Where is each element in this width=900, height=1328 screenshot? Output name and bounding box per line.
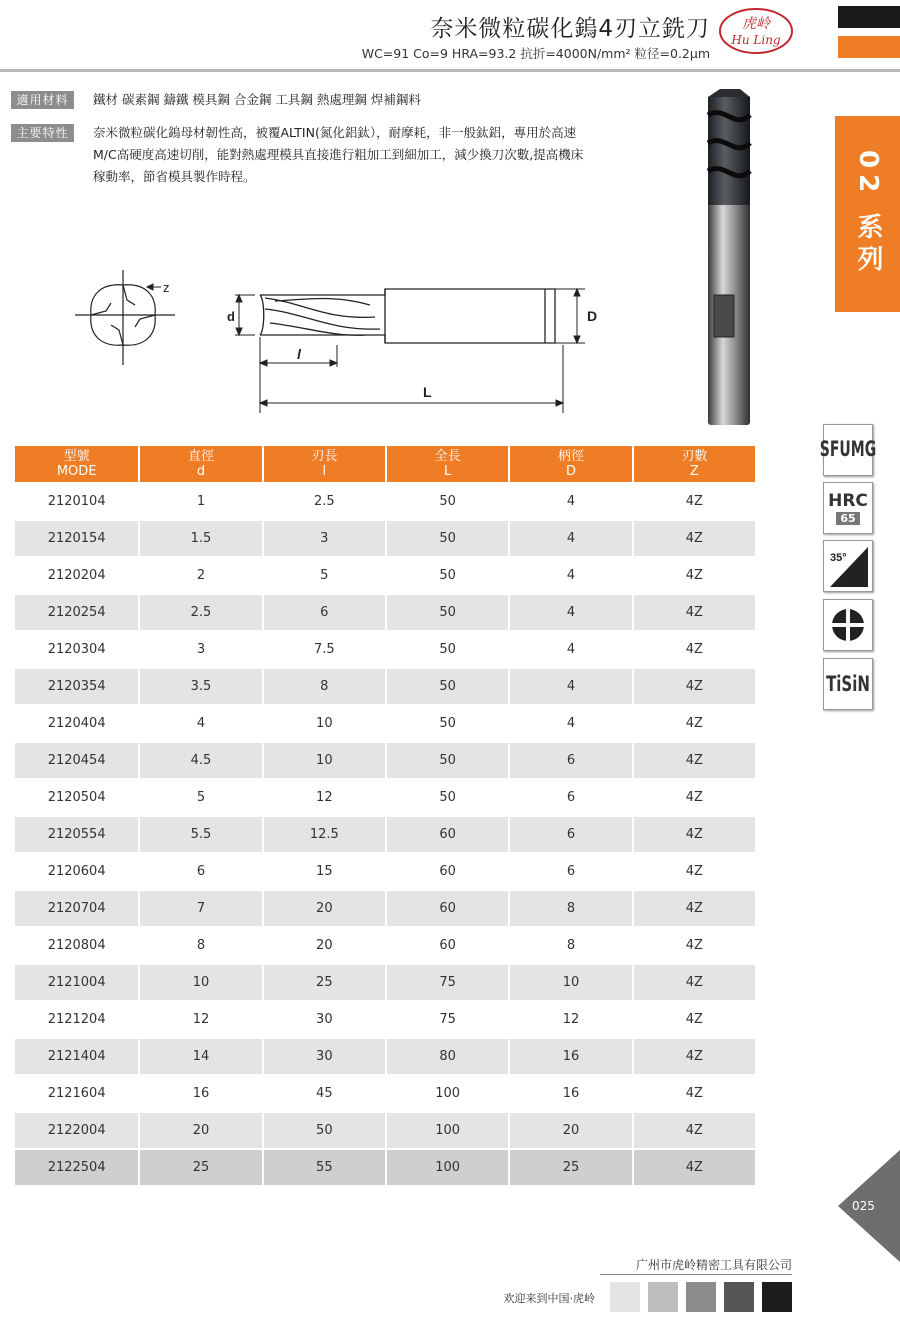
swatch-2 — [648, 1282, 678, 1312]
table-row — [15, 519, 755, 556]
tisin-coating-icon — [823, 658, 873, 710]
cell-shank-diameter: 20 — [508, 1111, 631, 1148]
table-row — [15, 704, 755, 741]
cell-flute-length: 55 — [262, 1148, 385, 1185]
table-row — [15, 1000, 755, 1037]
cell-flutes: 4Z — [632, 1148, 755, 1185]
cell-flute-length: 7.5 — [262, 630, 385, 667]
label-l: l — [297, 346, 301, 362]
cell-mode: 2120804 — [15, 926, 138, 963]
page-subtitle: WC=91 Co=9 HRA=93.2 抗折=4000N/mm² 粒径=0.2μm — [361, 46, 710, 61]
cell-mode: 2120554 — [15, 815, 138, 852]
cell-mode: 2120704 — [15, 889, 138, 926]
cell-shank-diameter: 6 — [508, 815, 631, 852]
hrc-value: 65 — [836, 512, 859, 525]
end-mill-photo — [700, 85, 760, 430]
page-number: 025 — [852, 1199, 875, 1213]
cell-diameter: 25 — [138, 1148, 261, 1185]
cell-flute-length: 20 — [262, 926, 385, 963]
cell-overall-length: 50 — [385, 519, 508, 556]
header-overall-length — [385, 446, 508, 482]
cell-flutes: 4Z — [632, 556, 755, 593]
cell-flute-length: 8 — [262, 667, 385, 704]
table-row — [15, 852, 755, 889]
cell-flute-length: 50 — [262, 1111, 385, 1148]
cell-overall-length: 50 — [385, 741, 508, 778]
cell-overall-length: 100 — [385, 1148, 508, 1185]
cell-flutes: 4Z — [632, 926, 755, 963]
cell-shank-diameter: 4 — [508, 667, 631, 704]
brand-logo — [718, 6, 794, 56]
cell-flute-length: 12 — [262, 778, 385, 815]
cell-diameter: 8 — [138, 926, 261, 963]
table-row — [15, 963, 755, 1000]
cell-flutes: 4Z — [632, 1074, 755, 1111]
cell-overall-length: 50 — [385, 778, 508, 815]
cell-overall-length: 50 — [385, 593, 508, 630]
cell-shank-diameter: 4 — [508, 630, 631, 667]
cell-overall-length: 60 — [385, 852, 508, 889]
cell-mode: 2121004 — [15, 963, 138, 1000]
cell-flutes: 4Z — [632, 1111, 755, 1148]
footer-divider — [600, 1274, 792, 1275]
label-d: d — [227, 309, 235, 324]
cell-diameter: 20 — [138, 1111, 261, 1148]
cell-shank-diameter: 4 — [508, 593, 631, 630]
table-row — [15, 1037, 755, 1074]
cell-flutes: 4Z — [632, 482, 755, 519]
header-cn: 全長 — [434, 449, 461, 464]
sfumg-label: SFUMG — [819, 438, 877, 462]
cell-diameter: 1.5 — [138, 519, 261, 556]
cell-mode: 2120204 — [15, 556, 138, 593]
cell-overall-length: 60 — [385, 815, 508, 852]
swatch-4 — [724, 1282, 754, 1312]
cell-flute-length: 30 — [262, 1037, 385, 1074]
cell-diameter: 7 — [138, 889, 261, 926]
cell-shank-diameter: 4 — [508, 704, 631, 741]
cell-shank-diameter: 8 — [508, 926, 631, 963]
cell-flute-length: 45 — [262, 1074, 385, 1111]
header-flutes — [632, 446, 755, 482]
cell-overall-length: 50 — [385, 704, 508, 741]
cell-shank-diameter: 6 — [508, 778, 631, 815]
cell-diameter: 3.5 — [138, 667, 261, 704]
swatch-3 — [686, 1282, 716, 1312]
cell-diameter: 12 — [138, 1000, 261, 1037]
spec-table — [15, 446, 755, 1185]
features-line-3: 稼動率，節省模具製作時程。 — [93, 169, 256, 184]
hrc-icon — [823, 482, 873, 534]
header-divider — [0, 69, 900, 72]
header-shank-diameter — [508, 446, 631, 482]
cell-shank-diameter: 16 — [508, 1037, 631, 1074]
cell-flutes: 4Z — [632, 852, 755, 889]
cell-flute-length: 20 — [262, 889, 385, 926]
table-row — [15, 1074, 755, 1111]
table-row — [15, 1148, 755, 1185]
cell-diameter: 5 — [138, 778, 261, 815]
cell-diameter: 14 — [138, 1037, 261, 1074]
table-row — [15, 630, 755, 667]
cell-overall-length: 50 — [385, 667, 508, 704]
header-cn: 刃數 — [681, 449, 708, 464]
cell-flutes: 4Z — [632, 519, 755, 556]
cell-diameter: 16 — [138, 1074, 261, 1111]
logo-cn-text: 虎岭 — [742, 16, 770, 32]
table-row — [15, 815, 755, 852]
table-row — [15, 926, 755, 963]
header-diameter — [138, 446, 261, 482]
table-row — [15, 482, 755, 519]
cell-overall-length: 75 — [385, 1000, 508, 1037]
cell-flute-length: 10 — [262, 741, 385, 778]
cell-shank-diameter: 4 — [508, 519, 631, 556]
sfumg-icon — [819, 424, 877, 476]
cell-diameter: 2.5 — [138, 593, 261, 630]
cell-diameter: 5.5 — [138, 815, 261, 852]
cell-flute-length: 6 — [262, 593, 385, 630]
cell-diameter: 6 — [138, 852, 261, 889]
cell-flute-length: 10 — [262, 704, 385, 741]
cell-flutes: 4Z — [632, 889, 755, 926]
corner-bar-black — [838, 6, 900, 28]
cell-shank-diameter: 4 — [508, 556, 631, 593]
table-row — [15, 593, 755, 630]
materials-text: 鐵材 碳素鋼 鑄鐵 模具鋼 合金鋼 工具鋼 熱處理鋼 焊補鋼料 — [93, 92, 421, 107]
cell-shank-diameter: 25 — [508, 1148, 631, 1185]
cell-overall-length: 50 — [385, 556, 508, 593]
cell-flutes: 4Z — [632, 1037, 755, 1074]
cell-mode: 2120354 — [15, 667, 138, 704]
helix-angle-icon — [823, 540, 873, 592]
header-mode — [15, 446, 138, 482]
cell-mode: 2120304 — [15, 630, 138, 667]
hrc-label: HRC — [828, 491, 868, 511]
materials-tag: 適用材料 — [11, 91, 74, 109]
cell-flute-length: 25 — [262, 963, 385, 1000]
cell-mode: 2122504 — [15, 1148, 138, 1185]
features-line-2: M/C高硬度高速切削，能對熱處理模具直接進行粗加工到細加工，減少換刀次數,提高機床 — [93, 147, 584, 162]
features-line-1: 奈米微粒碳化鎢母材韌性高，被覆ALTIN(氮化鋁鈦），耐摩耗，非一般鈦鋁，專用於高速 — [93, 125, 577, 140]
cell-flute-length: 12.5 — [262, 815, 385, 852]
table-row — [15, 778, 755, 815]
welcome-text: 欢迎来到中国·虎岭 — [503, 1292, 595, 1305]
cell-flutes: 4Z — [632, 704, 755, 741]
cell-overall-length: 60 — [385, 926, 508, 963]
cell-mode: 2121204 — [15, 1000, 138, 1037]
header-en: D — [565, 464, 576, 479]
cell-diameter: 4 — [138, 704, 261, 741]
table-row — [15, 1111, 755, 1148]
table-header-row — [15, 446, 755, 482]
cell-overall-length: 50 — [385, 630, 508, 667]
header-en: d — [196, 464, 206, 479]
cell-mode: 2121604 — [15, 1074, 138, 1111]
cell-flutes: 4Z — [632, 963, 755, 1000]
cell-flute-length: 5 — [262, 556, 385, 593]
cell-flutes: 4Z — [632, 630, 755, 667]
cell-shank-diameter: 6 — [508, 852, 631, 889]
cell-diameter: 4.5 — [138, 741, 261, 778]
cell-overall-length: 60 — [385, 889, 508, 926]
cell-overall-length: 50 — [385, 482, 508, 519]
cell-flutes: 4Z — [632, 667, 755, 704]
cell-shank-diameter: 16 — [508, 1074, 631, 1111]
corner-bar-orange — [838, 36, 900, 58]
header-cn: 型號 — [63, 449, 90, 464]
table-row — [15, 556, 755, 593]
cell-overall-length: 100 — [385, 1074, 508, 1111]
cell-mode: 2122004 — [15, 1111, 138, 1148]
label-L: L — [423, 384, 432, 400]
header-cn: 直徑 — [187, 449, 214, 464]
cell-mode: 2120404 — [15, 704, 138, 741]
tisin-label: TiSiN — [826, 671, 870, 697]
swatch-5 — [762, 1282, 792, 1312]
cell-flute-length: 3 — [262, 519, 385, 556]
angle-label: 35° — [830, 552, 847, 564]
technical-diagram — [65, 265, 598, 415]
cell-shank-diameter: 4 — [508, 482, 631, 519]
page-title: 奈米微粒碳化鎢4刃立銑刀 — [430, 16, 710, 42]
cell-flutes: 4Z — [632, 741, 755, 778]
four-flute-icon — [823, 599, 873, 651]
cell-mode: 2120604 — [15, 852, 138, 889]
cell-diameter: 1 — [138, 482, 261, 519]
cell-flutes: 4Z — [632, 1000, 755, 1037]
cell-overall-length: 80 — [385, 1037, 508, 1074]
cell-mode: 2120154 — [15, 519, 138, 556]
header-en: L — [444, 464, 452, 479]
header-en: Z — [689, 464, 699, 479]
cell-mode: 2120254 — [15, 593, 138, 630]
cell-flutes: 4Z — [632, 593, 755, 630]
logo-en-text: Hu Ling — [731, 33, 781, 47]
cell-flute-length: 2.5 — [262, 482, 385, 519]
label-D: D — [587, 308, 598, 324]
cell-diameter: 10 — [138, 963, 261, 1000]
cell-flutes: 4Z — [632, 778, 755, 815]
header-cn: 刃長 — [311, 449, 338, 464]
cell-diameter: 3 — [138, 630, 261, 667]
cell-mode: 2120104 — [15, 482, 138, 519]
header-flute-length — [262, 446, 385, 482]
swatch-1 — [610, 1282, 640, 1312]
cell-shank-diameter: 12 — [508, 1000, 631, 1037]
cell-mode: 2120454 — [15, 741, 138, 778]
cell-shank-diameter: 6 — [508, 741, 631, 778]
header-cn: 柄徑 — [557, 449, 584, 464]
features-tag: 主要特性 — [11, 124, 74, 142]
table-row — [15, 741, 755, 778]
cell-overall-length: 100 — [385, 1111, 508, 1148]
cell-mode: 2120504 — [15, 778, 138, 815]
cell-shank-diameter: 8 — [508, 889, 631, 926]
label-z: z — [163, 280, 170, 295]
cell-flute-length: 15 — [262, 852, 385, 889]
header-en: MODE — [56, 464, 97, 479]
cell-mode: 2121404 — [15, 1037, 138, 1074]
table-row — [15, 889, 755, 926]
company-name: 广州市虎岭精密工具有限公司 — [635, 1258, 792, 1272]
table-row — [15, 667, 755, 704]
cell-shank-diameter: 10 — [508, 963, 631, 1000]
cell-flute-length: 30 — [262, 1000, 385, 1037]
cell-overall-length: 75 — [385, 963, 508, 1000]
header-en: l — [322, 464, 327, 479]
cell-flutes: 4Z — [632, 815, 755, 852]
cell-diameter: 2 — [138, 556, 261, 593]
series-tab: 02 系列 — [835, 116, 900, 312]
